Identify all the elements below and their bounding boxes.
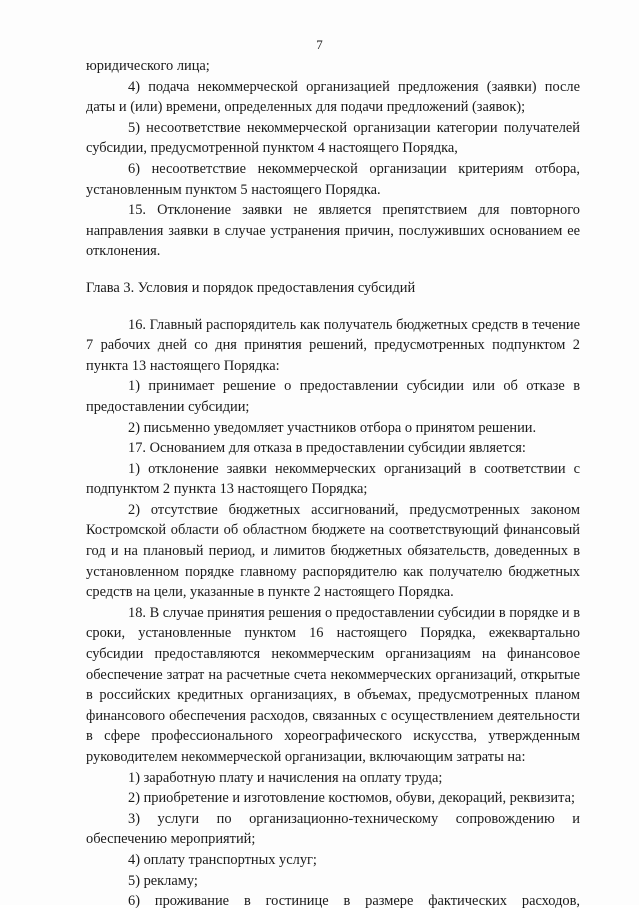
paragraph-17-item-1: 1) отклонение заявки некоммерческих организаций в соответствии с подпунктом 2 пункта 13 настоящего Порядка; [86, 460, 580, 498]
paragraph-16-item-1: 1) принимает решение о предоставлении субсидии или об отказе в предоставлении субсидии; [86, 378, 580, 415]
paragraph-18-item-5: 5) рекламу; [128, 872, 198, 889]
paragraph-16: 16. Главный распорядитель как получатель бюджетных средств в течение 7 рабочих дней со дня принятия решений, предусмотренных подпунктом 2 пункта 13 настоящего Порядка: [86, 316, 580, 374]
paragraph-continuation: юридического лица; [86, 58, 210, 74]
page-number: 7 [316, 37, 323, 52]
paragraph-item-5: 5) несоответствие некоммерческой организации категории получателей субсидии, предусмотренной пунктом 4 настоящего Порядка, [86, 119, 580, 157]
paragraph-item-6: 6) несоответствие некоммерческой организации критериям отбора, установленным пунктом 5 настоящего Порядка. [86, 160, 580, 198]
paragraph-17: 17. Основанием для отказа в предоставлении субсидии является: [128, 440, 526, 457]
paragraph-17-item-2: 2) отсутствие бюджетных ассигнований, предусмотренных законом Костромской области об областном бюджете на соответствующий финансовый год и на плановый период, и лимитов бюджетных обязательств, доведенных в установленном порядке главному распорядителю как получателю бюджетных средств на цели, указанные в пункте 2 настоящего Порядка. [86, 501, 580, 601]
paragraph-15: 15. Отклонение заявки не является препятствием для повторного направления заявки в случае устранения причин, послуживших основанием ее отклонения. [86, 202, 580, 260]
document-body [86, 56, 580, 912]
paragraph-18-item-2: 2) приобретение и изготовление костюмов, обуви, декораций, реквизита; [128, 790, 575, 807]
chapter-heading: Глава 3. Условия и порядок предоставления субсидий [86, 279, 416, 296]
paragraph-18-item-6: 6) проживание в гостинице в размере фактических расходов, [128, 893, 580, 910]
paragraph-18-item-3: 3) услуги по организационно-техническому сопровождению и обеспечению мероприятий; [86, 810, 580, 848]
paragraph-18: 18. В случае принятия решения о предоставлении субсидии в порядке и в сроки, установленные пунктом 16 настоящего Порядка, ежеквартально субсидии предоставляются некоммерческим организациям на финансовое обеспечение затрат на расчетные счета некоммерческих организаций, открытые в российских кредитных организациях, в объемах, предусмотренных планом финансового обеспечения расходов, связанных с осуществлением деятельности в сфере профессионального хореографического искусства, утвержденным руководителем некоммерческой организации, включающим затраты на: [86, 604, 580, 765]
paragraph-item-4: 4) подача некоммерческой организацией предложения (заявки) после даты и (или) времени, определенных для подачи предложений (заявок); [86, 78, 580, 116]
paragraph-18-item-4: 4) оплату транспортных услуг; [128, 851, 317, 868]
paragraph-18-item-1: 1) заработную плату и начисления на оплату труда; [128, 769, 443, 786]
paragraph-16-item-2: 2) письменно уведомляет участников отбора о принятом решении. [128, 419, 537, 436]
